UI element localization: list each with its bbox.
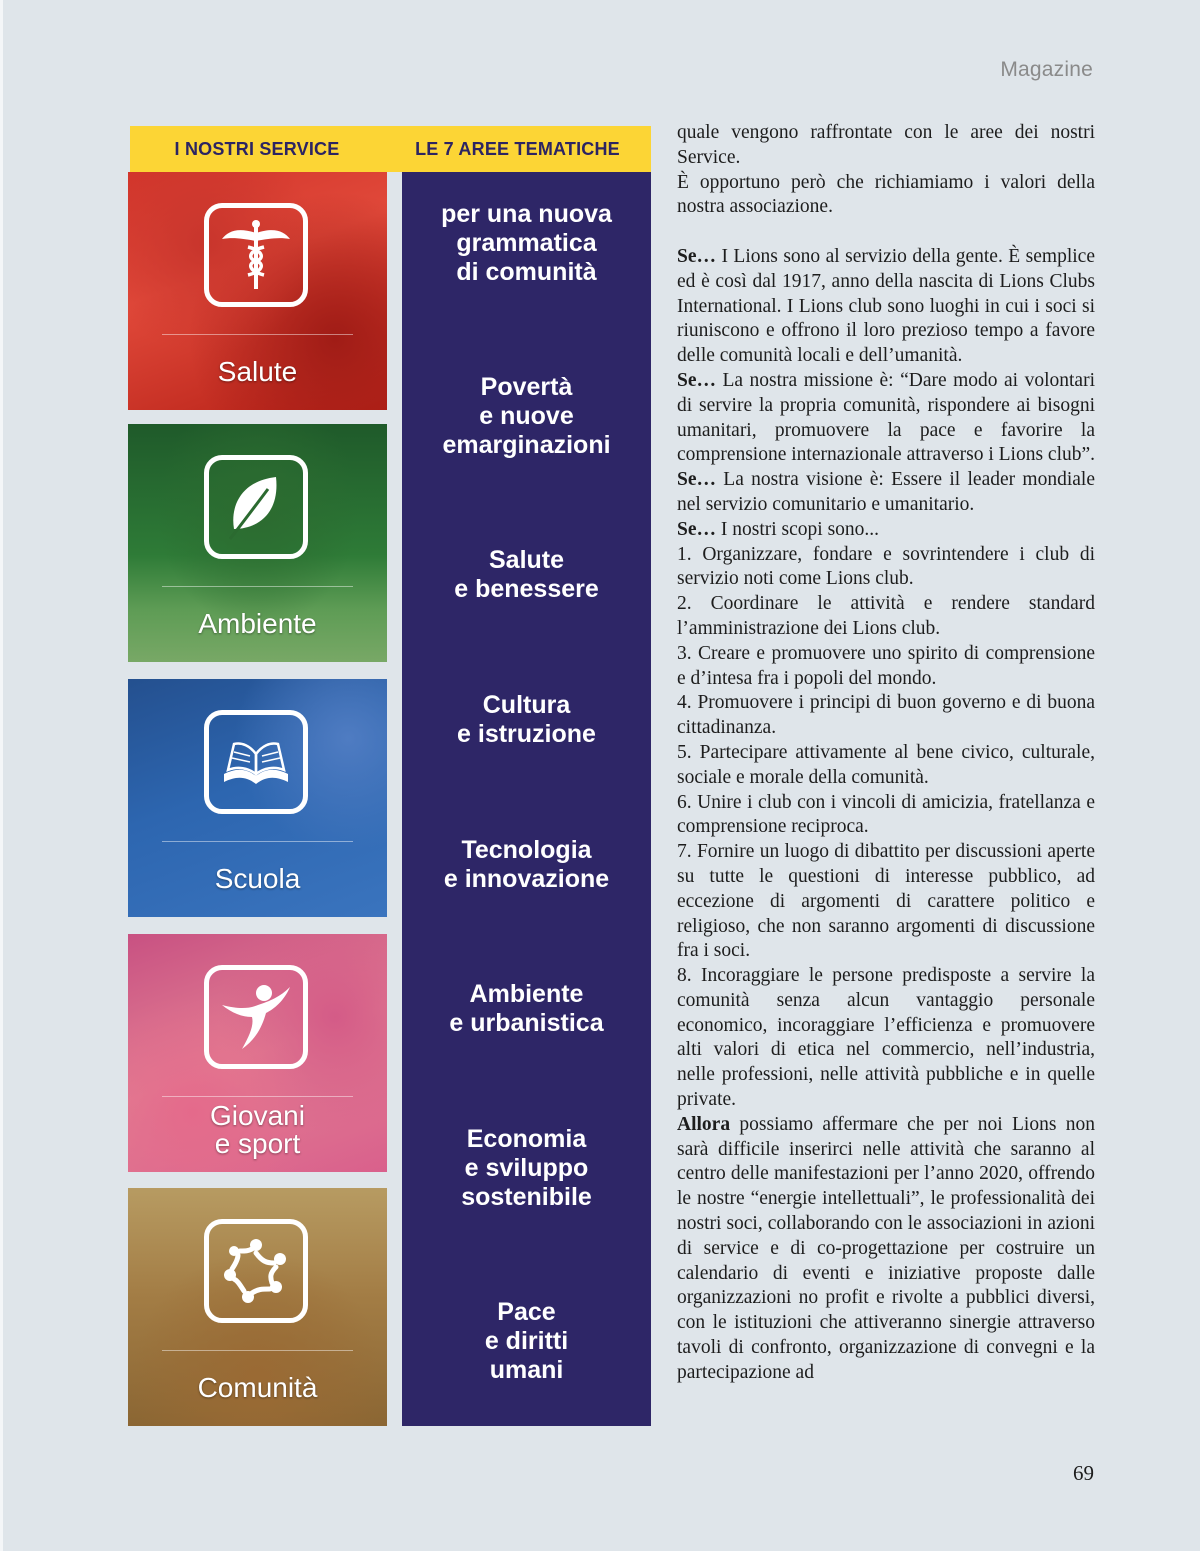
service-label-salute: Salute [217, 356, 298, 387]
list-item: 6. Unire i club con i vincoli di amicizia, fratellanza e comprensione reciproca. [677, 791, 1095, 838]
service-label-giovani [128, 1102, 387, 1158]
area-line: emarginazioni [442, 431, 611, 459]
area-item [402, 1125, 651, 1212]
services-column-header: I NOSTRI SERVICE [174, 138, 340, 159]
area-item [402, 1298, 651, 1385]
lead-word: Se… [677, 245, 716, 267]
tile-divider [162, 841, 353, 842]
paragraph [677, 369, 1095, 468]
area-item [402, 980, 651, 1038]
paragraph [677, 1113, 1095, 1386]
lead-word: Se… [677, 369, 716, 391]
list-item: 2. Coordinare le attività e rendere standard l’amministrazione dei Lions club. [677, 593, 1095, 639]
service-tile-comunita [128, 1188, 387, 1426]
paragraph-gap [677, 220, 1095, 245]
areas-column-header: LE 7 AREE TEMATICHE [415, 138, 620, 159]
service-label-comunita: Comunità [197, 1372, 318, 1403]
area-line: Pace [497, 1298, 556, 1326]
lead-word: Se… [677, 518, 716, 540]
article-body [677, 121, 1095, 1386]
area-line: Ambiente [469, 980, 584, 1008]
tile-divider [162, 334, 353, 335]
area-line: e innovazione [443, 865, 610, 893]
area-item [402, 546, 651, 604]
area-line: e benessere [454, 575, 599, 603]
list-item: 8. Incoraggiare le persone predisposte a servire la comunità senza alcun vantaggio personale economico, incoraggiare l’efficienza e promuovere alti valori di etica nel commercio, nell’industria, nelle professioni, nelle attività pubbliche e in quelle private. [677, 965, 1095, 1111]
service-label-line1: Giovani [210, 1100, 305, 1131]
paragraph: È opportuno però che richiamiamo i valori della nostra associazione. [677, 171, 1095, 218]
paragraph-text: possiamo affermare che per noi Lions non sarà difficile inserirci nelle attività che saranno al centro delle manifestazioni per l’anno 2020, offrendo le nostre “energie intellettuali”, le professionalità dei nostri soci, collaborando con le associazioni in azioni di service e di co-progettazione per costruire un calendario di eventi e iniziative proposte dalle organizzazioni no profit e rivolte a pubblici diversi, con le istituzioni che attiveranno sinergie attraverso tavoli di confronto, organizzazione di convegni e la partecipazione ad [677, 1113, 1095, 1383]
area-line: Povertà [480, 373, 573, 401]
area-line: Cultura [482, 691, 571, 719]
caduceus-icon [204, 203, 308, 307]
paragraph: quale vengono raffrontate con le aree dei nostri Service. [677, 122, 1095, 168]
lead-word: Se… [677, 469, 716, 491]
magazine-header: Magazine [1000, 58, 1093, 81]
page-edge [0, 0, 3, 1551]
area-line: Salute [488, 546, 565, 574]
paragraph [677, 245, 1095, 369]
thematic-areas-column [402, 172, 651, 1426]
area-item [402, 373, 651, 460]
area-line: grammatica [456, 229, 597, 257]
area-line: per una nuova [441, 200, 612, 228]
area-line: sostenibile [461, 1183, 592, 1211]
area-line: e istruzione [457, 720, 596, 748]
lead-word: Allora [677, 1113, 731, 1135]
area-item [402, 691, 651, 749]
paragraph-text: I Lions sono al servizio della gente. È semplice ed è così dal 1917, anno della nascita di Lions Clubs International. I Lions club sono luoghi in cui i soci si riuniscono e offrono il loro prezioso tempo a favore delle comunità locali e dell’umanità. [677, 245, 1095, 367]
service-label-line2: e sport [214, 1128, 301, 1159]
area-line: e diritti [484, 1327, 569, 1355]
service-tile-giovani-e-sport [128, 934, 387, 1172]
service-tile-salute [128, 172, 387, 410]
area-line: Tecnologia [461, 836, 592, 864]
leaf-icon [204, 455, 308, 559]
area-item [402, 200, 651, 287]
tile-divider [162, 1096, 353, 1097]
area-line: umani [489, 1356, 564, 1384]
running-person-icon [204, 965, 308, 1069]
tile-divider [162, 586, 353, 587]
paragraph-text: La nostra missione è: “Dare modo ai volontari di servire la propria comunità, rispondere ai bisogni umanitari, promuovere la pace e favorire la comprensione internazionale attraverso i Lions club”. [677, 369, 1096, 466]
service-tile-ambiente [128, 424, 387, 662]
page-number: 69 [1073, 1461, 1094, 1485]
service-label-scuola: Scuola [214, 863, 301, 894]
paragraph [677, 468, 1095, 518]
paragraph-text: I nostri scopi sono... [716, 518, 880, 540]
book-icon [204, 710, 308, 814]
list-item: 3. Creare e promuovere uno spirito di comprensione e d’intesa fra i popoli del mondo. [677, 642, 1095, 689]
list-item: 7. Fornire un luogo di dibattito per discussioni aperte su tutte le questioni di interesse pubblico, ad eccezione di argomenti di carattere politico e religioso, che non saranno argomenti di discussione fra i soci. [677, 841, 1095, 962]
paragraph-text: La nostra visione è: Essere il leader mondiale nel servizio comunitario e umanitario. [677, 469, 1095, 515]
area-line: e nuove [479, 402, 574, 430]
list-item: 5. Partecipare attivamente al bene civico, culturale, sociale e morale della comunità. [677, 741, 1095, 788]
list-item: 1. Organizzare, fondare e sovrintendere i club di servizio noti come Lions club. [677, 543, 1095, 590]
tile-divider [162, 1350, 353, 1351]
service-tile-scuola [128, 679, 387, 917]
area-line: Economia [466, 1125, 587, 1153]
area-line: e urbanistica [449, 1009, 604, 1037]
area-line: e sviluppo [464, 1154, 589, 1182]
area-item [402, 836, 651, 894]
service-label-ambiente: Ambiente [198, 608, 317, 639]
list-item: 4. Promuovere i principi di buon governo e di buona cittadinanza. [677, 692, 1095, 739]
community-circle-icon [204, 1219, 308, 1323]
area-line: di comunità [456, 258, 597, 286]
paragraph [677, 518, 1095, 543]
table-header-bar [130, 126, 651, 172]
